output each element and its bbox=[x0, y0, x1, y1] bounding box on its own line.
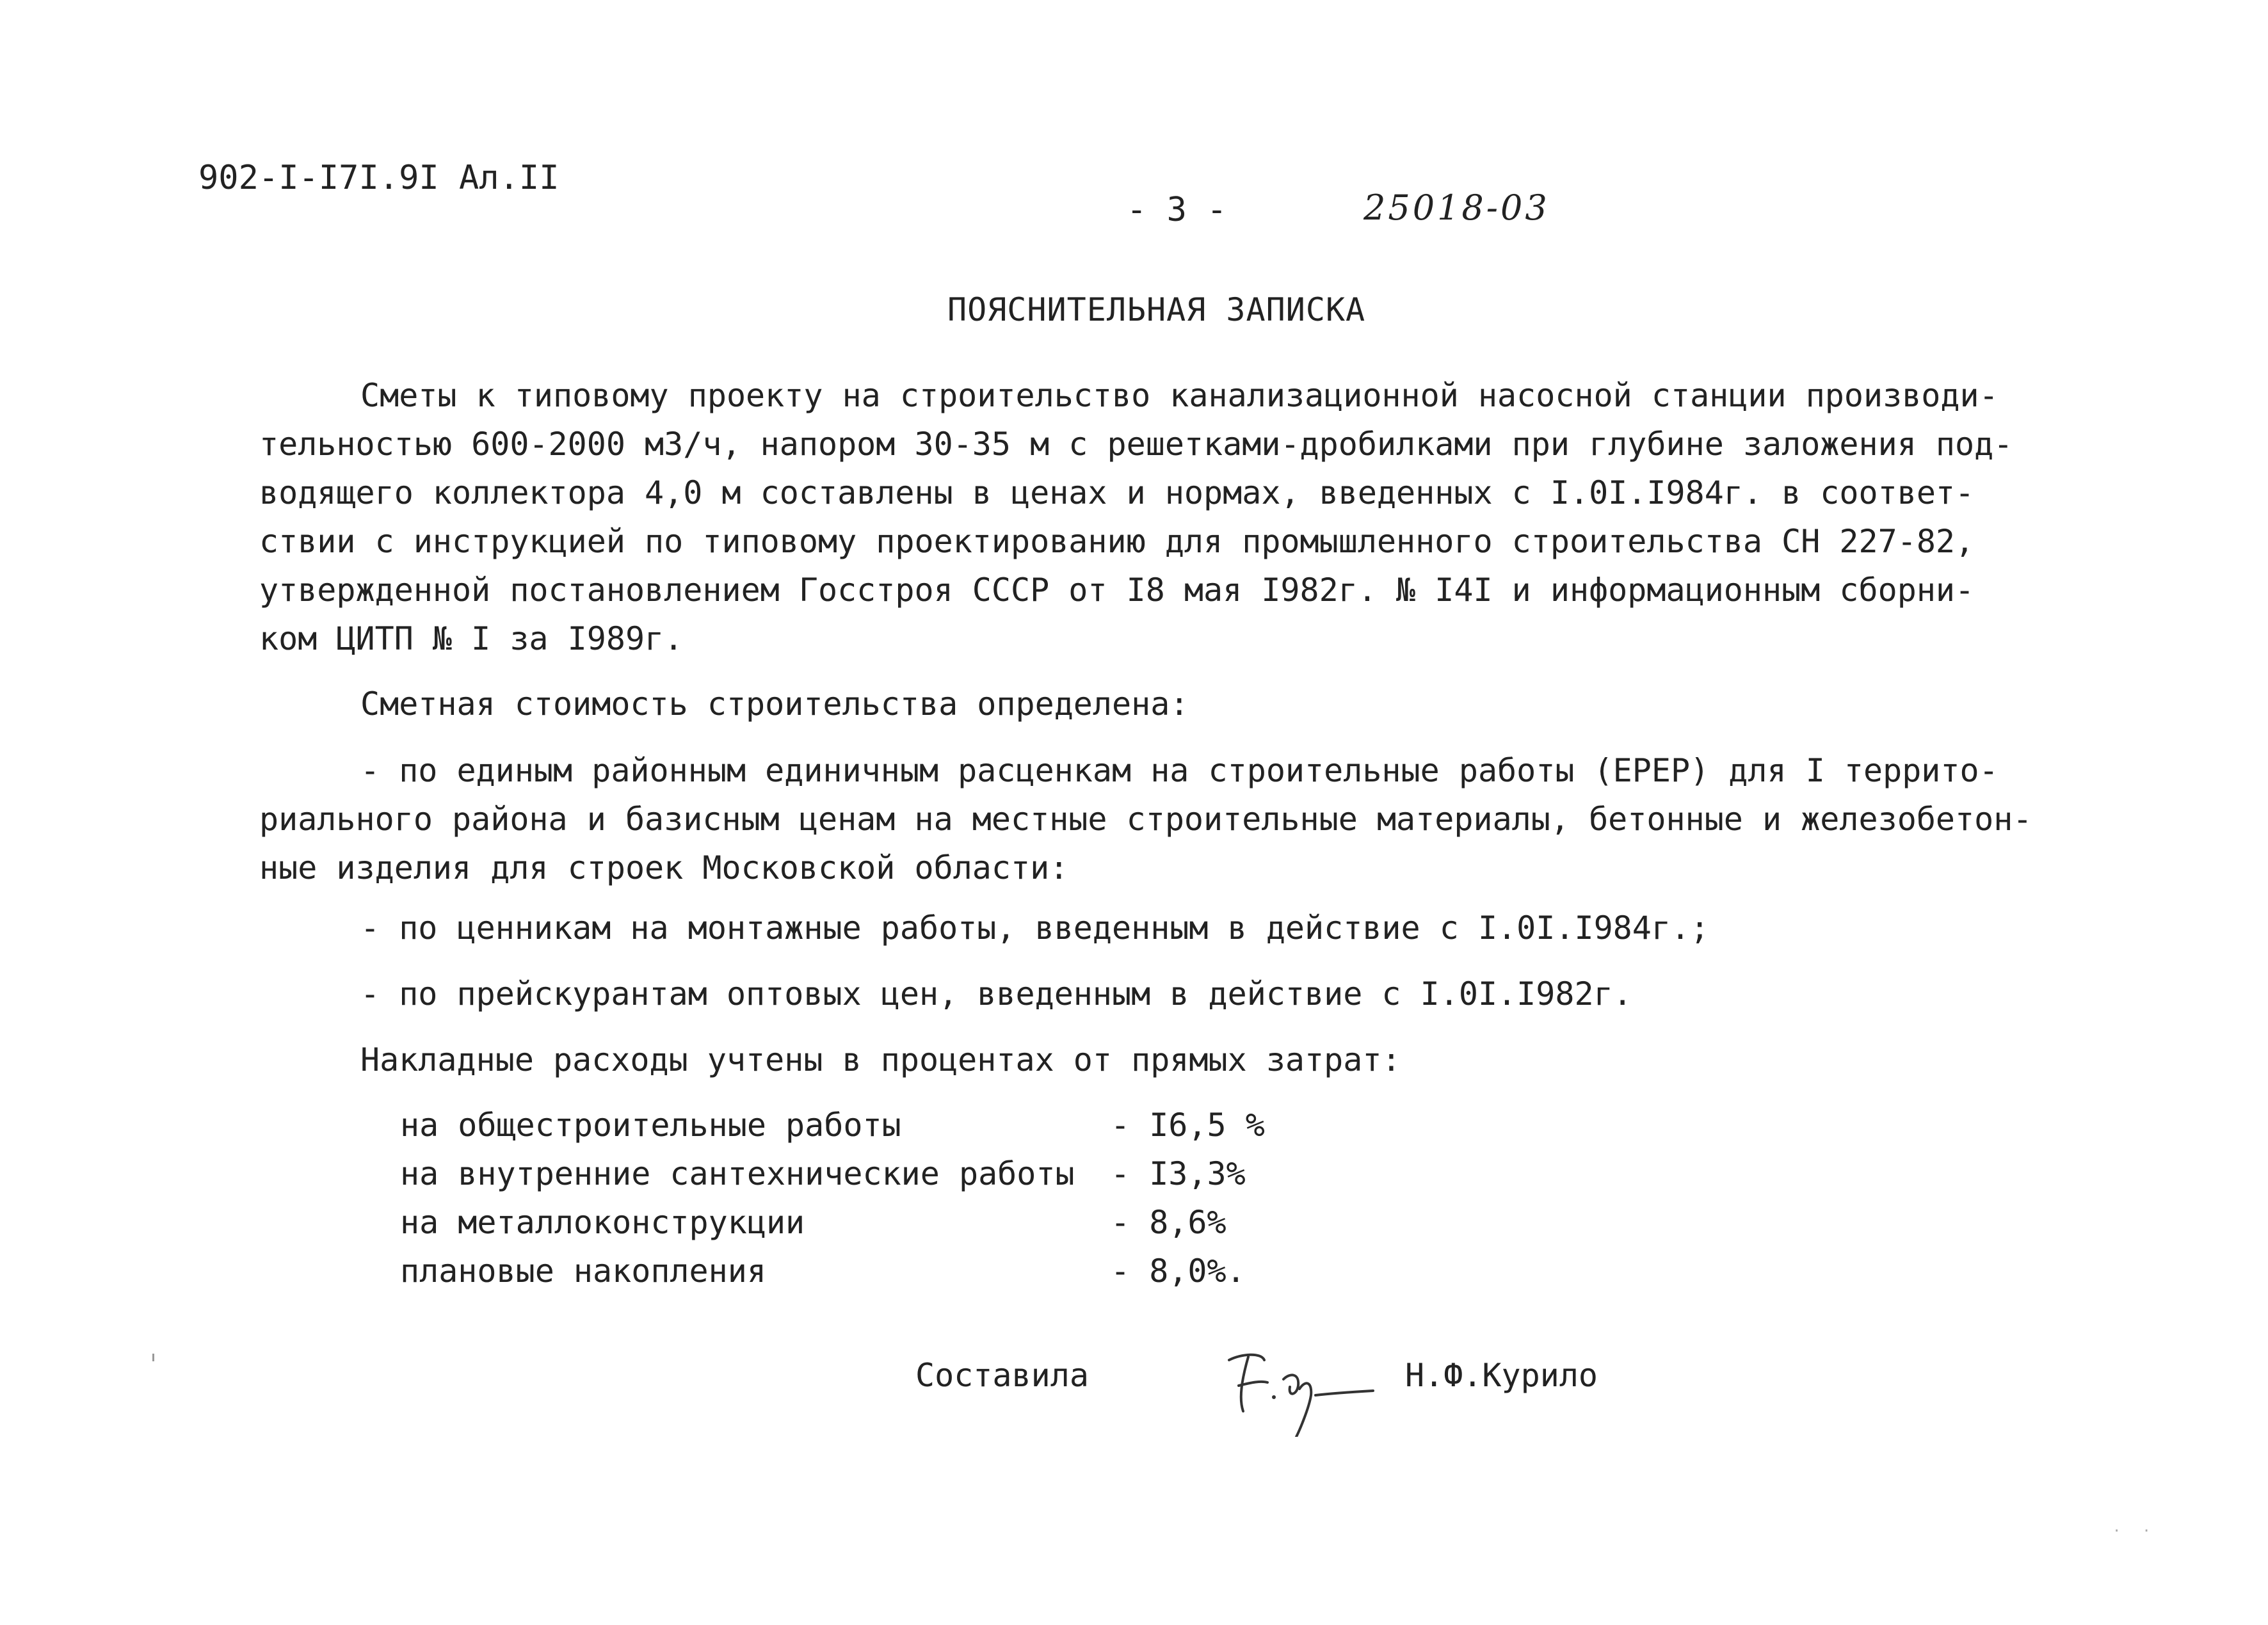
scan-dots: · · bbox=[2112, 1523, 2157, 1539]
scan-mark bbox=[152, 1354, 154, 1361]
document-code: 902-I-I7I.9I Ал.II bbox=[198, 159, 559, 197]
paragraph-line: ствии с инструкцией по типовому проектированию для промышленного строительства СН 227-82, bbox=[259, 523, 1975, 560]
page-title: ПОЯСНИТЕЛЬНАЯ ЗАПИСКА bbox=[947, 291, 1366, 328]
composer-label: Составила bbox=[915, 1357, 1089, 1394]
rate-row bbox=[400, 1247, 1265, 1295]
rate-row bbox=[400, 1101, 1265, 1149]
page-number: - 3 - bbox=[1127, 191, 1227, 229]
rate-value: - I6,5 % bbox=[1111, 1107, 1265, 1144]
rate-value: - I3,3% bbox=[1111, 1155, 1246, 1192]
intro-paragraph bbox=[259, 371, 2077, 663]
rate-label: на общестроительные работы bbox=[400, 1107, 901, 1144]
paragraph-line: утвержденной постановлением Госстроя СССР от I8 мая I982г. № I4I и информационным сборни- bbox=[259, 572, 1975, 609]
overhead-rates-list bbox=[400, 1101, 1265, 1295]
paragraph-line: ком ЦИТП № I за I989г. bbox=[259, 620, 684, 657]
paragraph-line: Сметы к типовому проекту на строительство канализационной насосной станции производи- bbox=[360, 377, 1999, 414]
cost-intro: Сметная стоимость строительства определена: bbox=[360, 685, 1189, 723]
rate-value: - 8,0%. bbox=[1111, 1253, 1246, 1290]
rate-value: - 8,6% bbox=[1111, 1204, 1226, 1241]
rate-label: на металлоконструкции bbox=[400, 1204, 805, 1241]
bullet-wholesale-prices: - по прейскурантам оптовых цен, введенным в действие с I.0I.I982г. bbox=[360, 975, 1632, 1013]
bullet-erer bbox=[259, 746, 2032, 892]
overhead-intro: Накладные расходы учтены в процентах от прямых затрат: bbox=[360, 1041, 1401, 1078]
paragraph-line: тельностью 600-2000 м3/ч, напором 30-35 м с решетками-дробилками при глубине заложения под- bbox=[259, 426, 2013, 463]
composer-name: Н.Ф.Курило bbox=[1405, 1357, 1598, 1394]
handwritten-signature bbox=[1203, 1334, 1376, 1437]
paragraph-line: водящего коллектора 4,0 м составлены в ценах и нормах, введенных с I.0I.I984г. в соответ- bbox=[259, 474, 1975, 511]
bullet-line: риального района и базисным ценам на местные строительные материалы, бетонные и железобетон- bbox=[259, 801, 2032, 838]
rate-label: на внутренние сантехнические работы bbox=[400, 1155, 1075, 1192]
bullet-installation-prices: - по ценникам на монтажные работы, введенным в действие с I.0I.I984г.; bbox=[360, 909, 1710, 947]
bullet-line: - по единым районным единичным расценкам на строительные работы (ЕРЕР) для I террито- bbox=[360, 752, 1999, 789]
rate-row bbox=[400, 1149, 1265, 1198]
bullet-line: ные изделия для строек Московской области: bbox=[259, 849, 1069, 886]
rate-label: плановые накопления bbox=[400, 1253, 766, 1290]
rate-row bbox=[400, 1198, 1265, 1247]
sheet-code: 25018-03 bbox=[1363, 188, 1550, 228]
